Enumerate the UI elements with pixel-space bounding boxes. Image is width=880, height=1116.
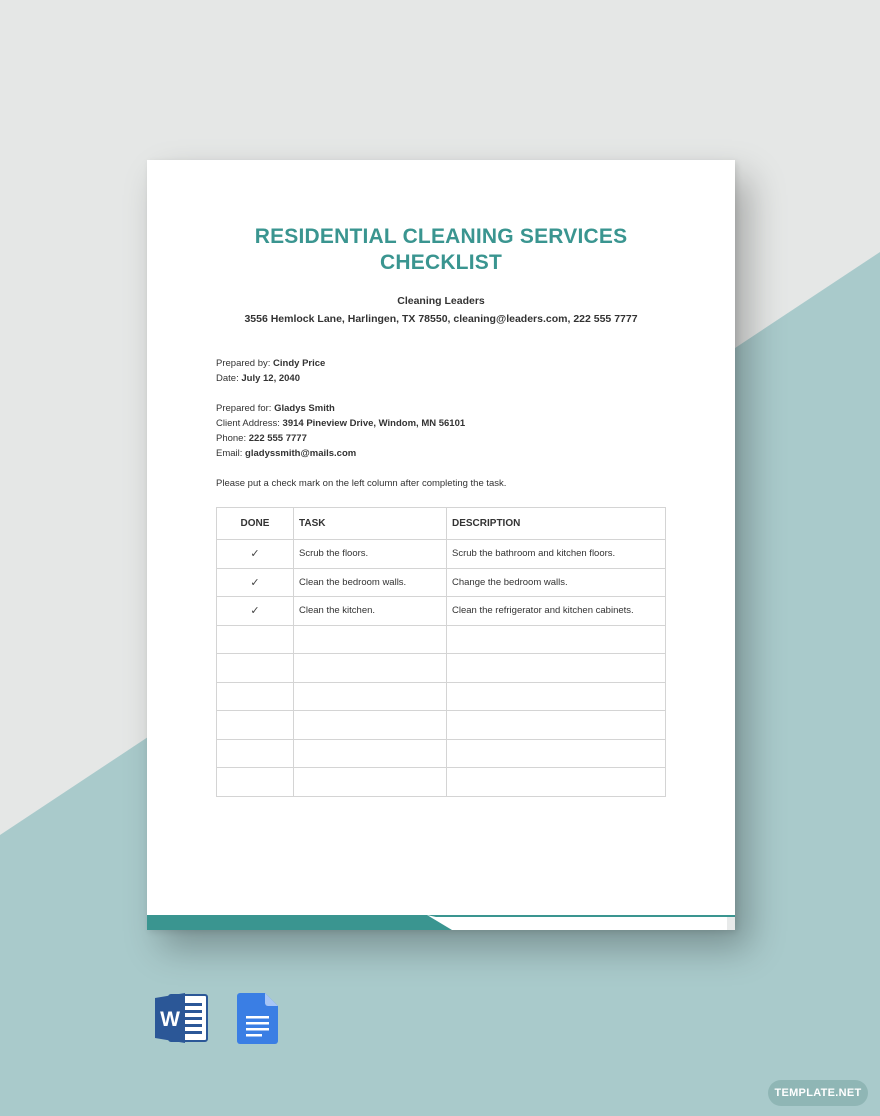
email-value: gladyssmith@mails.com — [245, 448, 357, 459]
email-line — [216, 446, 465, 461]
checkmark-icon: ✓ — [250, 548, 260, 561]
document-page — [147, 160, 735, 930]
description-cell — [447, 739, 666, 768]
table-row — [217, 597, 666, 626]
task-cell — [294, 739, 447, 768]
client-address-value: 3914 Pineview Drive, Windom, MN 56101 — [282, 418, 466, 429]
table-row — [217, 711, 666, 740]
table-row — [217, 682, 666, 711]
description-cell — [447, 682, 666, 711]
prepared-for-label: Prepared for: — [216, 403, 275, 414]
phone-label: Phone: — [216, 433, 249, 444]
description-cell: Clean the refrigerator and kitchen cabinets. — [447, 597, 666, 626]
task-cell: Scrub the floors. — [294, 540, 447, 569]
checklist-table — [216, 507, 666, 797]
template-net-badge[interactable]: TEMPLATE.NET — [768, 1080, 868, 1106]
task-cell — [294, 625, 447, 654]
checkmark-icon: ✓ — [250, 576, 260, 589]
task-cell: Clean the bedroom walls. — [294, 568, 447, 597]
task-cell — [294, 654, 447, 683]
date-line — [216, 371, 325, 386]
prepared-by-label: Prepared by: — [216, 358, 274, 369]
prepared-by-line — [216, 356, 325, 371]
description-cell — [447, 711, 666, 740]
phone-line — [216, 431, 465, 446]
done-cell[interactable] — [217, 739, 294, 768]
google-docs-icon[interactable] — [237, 993, 278, 1044]
done-cell[interactable] — [217, 768, 294, 797]
done-cell[interactable] — [217, 625, 294, 654]
date-label: Date: — [216, 373, 242, 384]
done-cell[interactable] — [217, 711, 294, 740]
description-cell — [447, 625, 666, 654]
done-cell[interactable] — [217, 654, 294, 683]
done-cell[interactable] — [217, 682, 294, 711]
word-letter: W — [160, 1008, 180, 1031]
company-name: Cleaning Leaders — [397, 295, 485, 307]
task-cell — [294, 682, 447, 711]
title-line-1: RESIDENTIAL CLEANING SERVICES — [254, 225, 628, 248]
description-cell — [447, 654, 666, 683]
table-header-row — [217, 508, 666, 540]
phone-value: 222 555 7777 — [248, 433, 307, 444]
done-cell[interactable] — [217, 597, 294, 626]
date-value: July 12, 2040 — [241, 373, 300, 384]
preparer-info — [216, 356, 325, 386]
client-address-line — [216, 416, 465, 431]
description-cell — [447, 768, 666, 797]
page-title — [147, 224, 735, 276]
column-header-done: DONE — [217, 508, 294, 540]
task-cell — [294, 768, 447, 797]
table-row — [217, 540, 666, 569]
company-address: 3556 Hemlock Lane, Harlingen, TX 78550, cleaning@leaders.com, 222 555 7777 — [244, 313, 638, 325]
done-cell[interactable] — [217, 540, 294, 569]
table-row — [217, 739, 666, 768]
table-row — [217, 768, 666, 797]
checkmark-icon: ✓ — [250, 605, 260, 618]
prepared-for-line — [216, 401, 465, 416]
email-label: Email: — [216, 448, 246, 459]
table-row — [217, 568, 666, 597]
client-address-label: Client Address: — [216, 418, 283, 429]
table-row — [217, 654, 666, 683]
prepared-by-value: Cindy Price — [273, 358, 326, 369]
prepared-for-value: Gladys Smith — [274, 403, 335, 414]
client-info — [216, 401, 465, 461]
description-cell: Change the bedroom walls. — [447, 568, 666, 597]
table-row — [217, 625, 666, 654]
instruction-text: Please put a check mark on the left column after completing the task. — [216, 478, 507, 489]
footer-stripe — [147, 912, 735, 930]
title-line-2: CHECKLIST — [380, 251, 502, 274]
column-header-task: TASK — [294, 508, 447, 540]
column-header-description: DESCRIPTION — [447, 508, 666, 540]
task-cell: Clean the kitchen. — [294, 597, 447, 626]
done-cell[interactable] — [217, 568, 294, 597]
description-cell: Scrub the bathroom and kitchen floors. — [447, 540, 666, 569]
microsoft-word-icon[interactable] — [155, 993, 209, 1043]
task-cell — [294, 711, 447, 740]
